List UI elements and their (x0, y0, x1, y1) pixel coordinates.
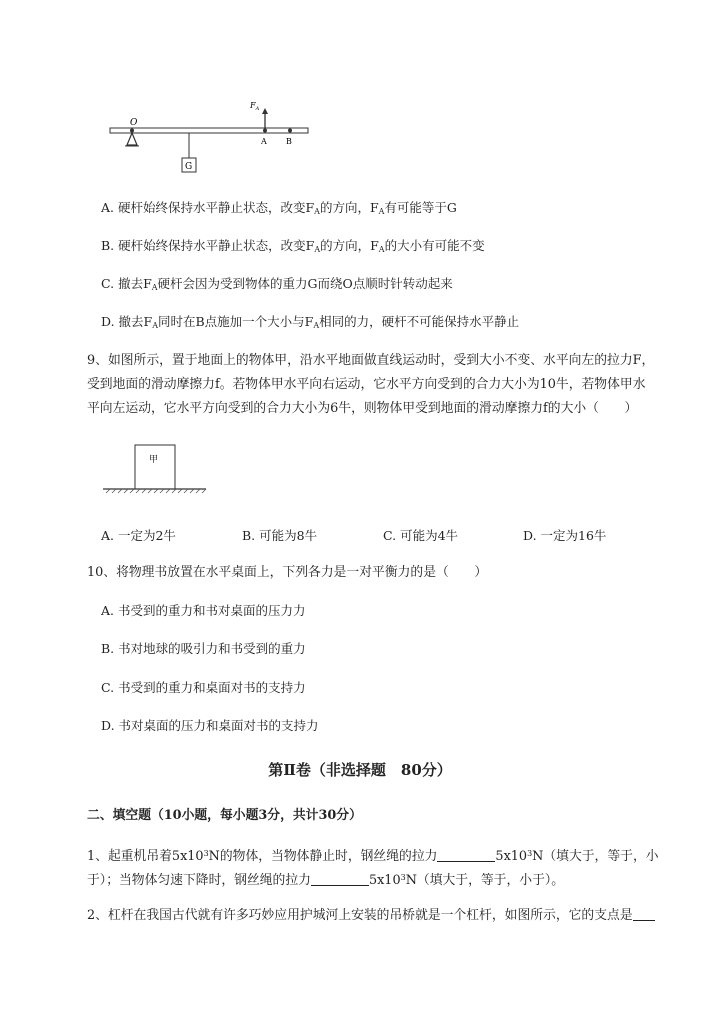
q9-stem-line-2: 受到地面的滑动摩擦力f。若物体甲水平向右运动，它水平方向受到的合力大小为10牛，若物体甲水 (87, 377, 646, 392)
point-b (288, 129, 292, 133)
label-g: G (185, 162, 193, 172)
answer-blank-1[interactable] (437, 849, 495, 862)
q9-option-a: A. 一定为2牛 (101, 528, 176, 543)
q10-option-d: D. 书对桌面的压力和桌面对书的支持力 (101, 718, 319, 733)
fill-question-1-line-2: 于）；当物体匀速下降时，钢丝绳的拉力 $5x10^3N$（填大于，等于，小于）。 (87, 873, 565, 888)
fill-question-1-line-1: 1、起重机吊着$5x10^3N$的物体，当物体静止时，钢丝绳的拉力 $5x10^3N$（填大于，等于，小 (87, 849, 659, 864)
q8-option-b: B. 硬杆始终保持水平静止状态，改变$F_A$的方向，$F_A$的大小有可能不变 (101, 238, 485, 254)
label-o: O (130, 118, 138, 128)
q10-option-a: A. 书受到的重力和书对桌面的压力力 (101, 603, 306, 618)
answer-blank-2[interactable] (311, 873, 369, 886)
q10-option-c: C. 书受到的重力和桌面对书的支持力 (101, 680, 306, 695)
fill-question-2: 2、杠杆在我国古代就有许多巧妙应用护城河上安装的吊桥就是一个杠杆，如图所示，它的支点是 (87, 908, 655, 924)
lever-figure (105, 100, 320, 180)
q8-option-a: A. 硬杆始终保持水平静止状态，改变$F_A$的方向，$F_A$有可能等于G (101, 200, 457, 216)
q9-option-d: D. 一定为16牛 (523, 528, 607, 543)
block-jia (135, 445, 175, 489)
fulcrum-triangle (127, 133, 137, 145)
q9-stem-line-1: 9、如图所示，置于地面上的物体甲，沿水平地面做直线运动时，受到大小不变、水平向左的拉力F， (87, 353, 655, 368)
q8-option-c: C. 撤去$F_A$硬杆会因为受到物体的重力G而绕O点顺时针转动起来 (101, 276, 453, 292)
q10-option-b: B. 书对地球的吸引力和书受到的重力 (101, 641, 306, 656)
answer-blank-3[interactable] (633, 908, 655, 921)
label-f: $F_A$ (250, 101, 260, 112)
lever-rod (110, 128, 308, 133)
block-label: 甲 (149, 455, 159, 465)
q9-stem-line-3: 平向左运动，它水平方向受到的合力大小为6牛，则物体甲受到地面的滑动摩擦力f的大小（ ） (87, 401, 638, 416)
point-o (130, 129, 134, 133)
label-a: A (261, 137, 267, 146)
q10-stem: 10、将物理书放置在水平桌面上，下列各力是一对平衡力的是（ ） (87, 565, 488, 580)
block-on-ground-figure (100, 440, 210, 495)
part2-title: 第Ⅱ卷（非选择题 80分） (268, 761, 452, 779)
q9-option-b: B. 可能为8牛 (242, 528, 318, 543)
q8-option-d: D. 撤去$F_A$同时在B点施加一个大小与$F_A$相同的力，硬杆不可能保持水平静止 (101, 314, 520, 330)
point-a (263, 129, 267, 133)
label-b: B (286, 137, 292, 146)
section2-heading: 二、填空题（10小题，每小题3分，共计30分） (87, 808, 362, 823)
q9-option-c: C. 可能为4牛 (383, 528, 459, 543)
